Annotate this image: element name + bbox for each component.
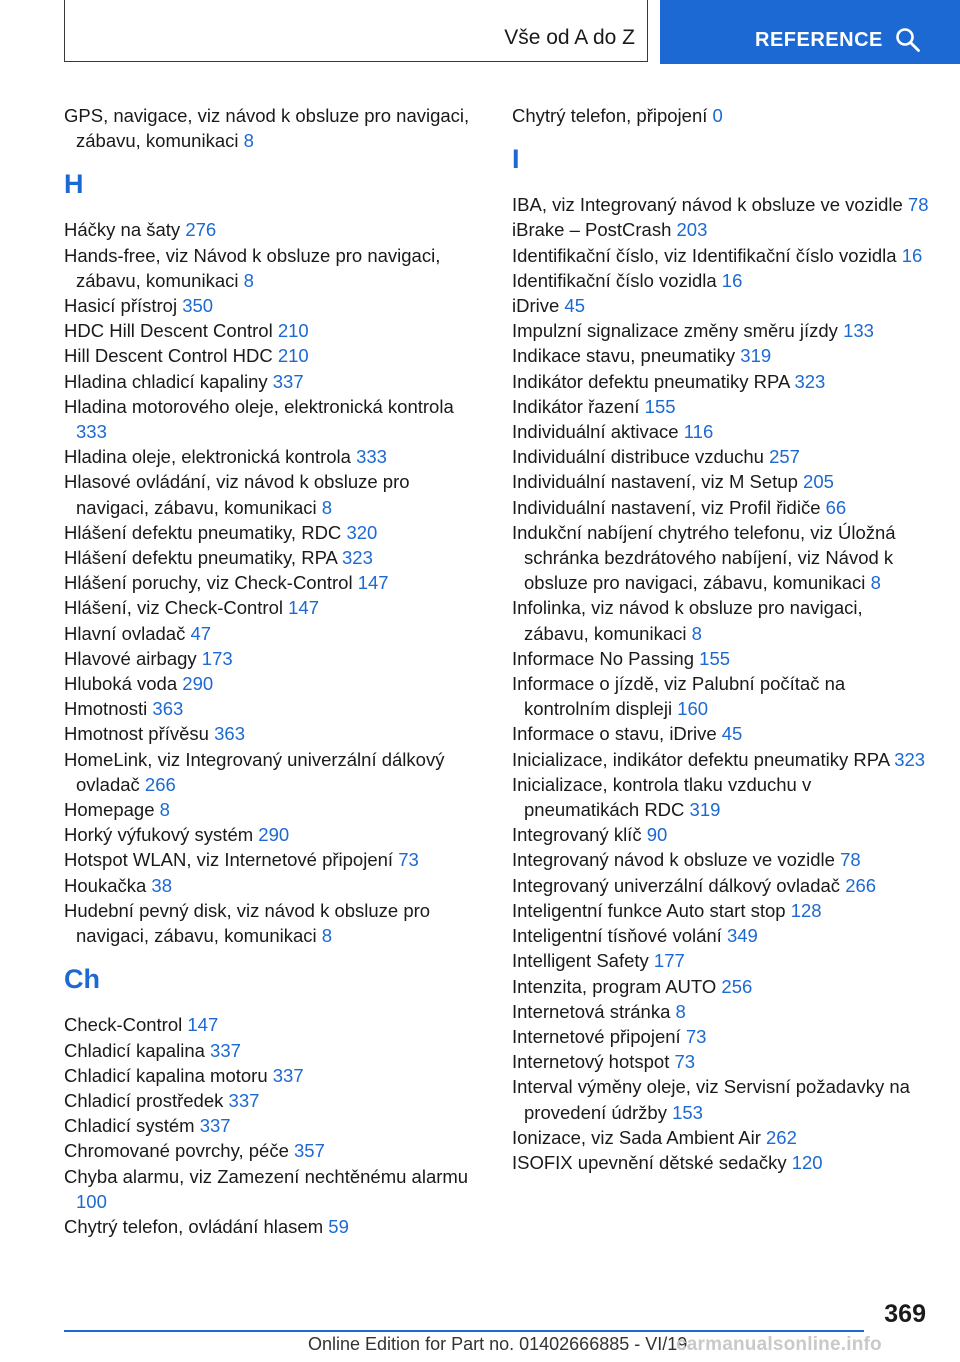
- index-entry: [512, 369, 930, 394]
- index-entry: [512, 974, 930, 999]
- page-reference-link[interactable]: 210: [277, 345, 309, 367]
- index-entry-text: Hlavní ovladač: [64, 622, 186, 644]
- index-entry-text: Inicializace, kontrola tlaku vzduchu v pneumatikách RDC: [512, 773, 812, 821]
- index-entry-text: Homepage: [64, 799, 155, 821]
- index-entry: [64, 1214, 484, 1239]
- page-reference-link[interactable]: 16: [721, 269, 743, 291]
- page-reference-link[interactable]: 45: [721, 723, 743, 745]
- page-reference-link[interactable]: 78: [907, 194, 929, 216]
- index-entry: [64, 1063, 484, 1088]
- page-reference-link[interactable]: 363: [152, 698, 184, 720]
- index-entry: [64, 797, 484, 822]
- index-entry-text: Hlášení defektu pneumatiky, RPA: [64, 547, 337, 569]
- index-entry-text: Individuální aktivace: [512, 421, 679, 443]
- page-reference-link[interactable]: 73: [398, 849, 419, 871]
- page-reference-link[interactable]: 363: [214, 723, 245, 745]
- page-reference-link[interactable]: 38: [151, 874, 172, 896]
- index-entry: [512, 873, 930, 898]
- index-entry: [64, 621, 484, 646]
- page-reference-link[interactable]: 120: [791, 1151, 823, 1173]
- index-entry-text: Chromované povrchy, péče: [64, 1140, 289, 1162]
- page-reference-link[interactable]: 155: [644, 395, 676, 417]
- page-reference-link[interactable]: 276: [185, 219, 217, 241]
- index-entry-text: Interval výměny oleje, viz Servisní požadavky na provedení údržby: [512, 1076, 910, 1123]
- index-entry: [64, 343, 484, 368]
- index-entry: [512, 1024, 930, 1049]
- page-reference-link[interactable]: 8: [675, 1000, 686, 1022]
- page-reference-link[interactable]: 147: [187, 1014, 219, 1036]
- index-entry: [512, 822, 930, 847]
- index-entry: [512, 999, 930, 1024]
- index-entry: [512, 721, 930, 746]
- page-reference-link[interactable]: 337: [272, 1064, 304, 1086]
- page-reference-link[interactable]: 262: [766, 1126, 797, 1148]
- index-entry: [64, 444, 484, 469]
- index-entry-text: Individuální distribuce vzduchu: [512, 446, 764, 468]
- page-reference-link[interactable]: 8: [243, 130, 254, 152]
- index-entry: [512, 217, 930, 242]
- index-entry: [512, 898, 930, 923]
- page-reference-link[interactable]: 73: [674, 1051, 696, 1073]
- index-entry: [64, 1038, 484, 1063]
- page-reference-link[interactable]: 319: [740, 345, 772, 367]
- index-entry: [512, 495, 930, 520]
- index-entry-text: HomeLink, viz Integrovaný univerzální dálkový ovladač: [64, 748, 445, 795]
- index-entry: [64, 570, 484, 595]
- index-entry-text: Indukční nabíjení chytrého telefonu, viz Úložná schránka bezdrátového nabíjení, viz Návod k obsluze pro navigaci, zábavu, komunikaci: [512, 521, 896, 594]
- index-entry-text: Impulzní signalizace změny směru jízdy: [512, 320, 838, 342]
- index-entry-text: Inicializace, indikátor defektu pneumatiky RPA: [512, 748, 890, 770]
- index-entry: [512, 1150, 930, 1175]
- index-entry: [64, 747, 484, 797]
- page-reference-link[interactable]: 78: [840, 849, 861, 871]
- page-reference-link[interactable]: 333: [76, 421, 107, 443]
- page-reference-link[interactable]: 90: [646, 824, 668, 846]
- index-entry: [64, 822, 484, 847]
- section-title: Vše od A do Z: [504, 26, 635, 49]
- page-reference-link[interactable]: 266: [144, 773, 176, 795]
- index-entry-text: HDC Hill Descent Control: [64, 320, 273, 342]
- index-entry: [64, 243, 484, 293]
- index-entry-text: Hill Descent Control HDC: [64, 345, 273, 367]
- index-entry: [512, 772, 930, 822]
- index-entry: [512, 520, 930, 596]
- index-entry: [512, 1125, 930, 1150]
- index-entry: [64, 217, 484, 242]
- index-entry: [512, 103, 930, 128]
- index-entry: [64, 520, 484, 545]
- index-entry-text: Hudební pevný disk, viz návod k obsluze pro navigaci, zábavu, komunikaci: [64, 899, 431, 947]
- index-entry: [512, 343, 930, 368]
- page-reference-link[interactable]: 350: [182, 295, 214, 317]
- index-entry: [64, 847, 484, 872]
- index-entry: [64, 1138, 484, 1163]
- footer-divider: [64, 1330, 864, 1332]
- index-entry-text: Individuální nastavení, viz M Setup: [512, 471, 798, 493]
- page-reference-link[interactable]: 320: [346, 521, 378, 543]
- index-entry-text: Indikátor defektu pneumatiky RPA: [512, 370, 790, 392]
- index-entry: [64, 369, 484, 394]
- index-entry-text: Inteligentní tísňové volání: [512, 925, 722, 947]
- page-reference-link[interactable]: 8: [321, 925, 333, 947]
- page-reference-link[interactable]: 8: [691, 622, 702, 644]
- index-entry-text: Integrovaný návod k obsluze ve vozidle: [512, 849, 835, 871]
- index-entry: [64, 696, 484, 721]
- page-reference-link[interactable]: 8: [870, 572, 881, 594]
- page-reference-link[interactable]: 147: [357, 572, 389, 594]
- index-column-right: [512, 103, 930, 1175]
- page-reference-link[interactable]: 133: [843, 320, 874, 342]
- page-reference-link[interactable]: 323: [342, 547, 373, 569]
- page-reference-link[interactable]: 16: [901, 244, 923, 266]
- index-entry-text: Intenzita, program AUTO: [512, 975, 717, 997]
- index-entry: [64, 293, 484, 318]
- page-reference-link[interactable]: 337: [210, 1039, 241, 1061]
- index-entry: [512, 469, 930, 494]
- index-letter-heading: Ch: [64, 964, 100, 995]
- watermark: carmanualsonline.info: [676, 1334, 882, 1355]
- page-reference-link[interactable]: 100: [76, 1190, 107, 1212]
- page-reference-link[interactable]: 45: [564, 295, 585, 317]
- page-reference-link[interactable]: 337: [228, 1089, 260, 1111]
- index-entry-text: Hotspot WLAN, viz Internetové připojení: [64, 849, 394, 871]
- page-reference-link[interactable]: 337: [272, 370, 304, 392]
- index-entry-text: Chladicí kapalina motoru: [64, 1064, 268, 1086]
- index-entry: [512, 847, 930, 872]
- index-entry-text: GPS, navigace, viz návod k obsluze pro navigaci, zábavu, komunikaci: [64, 105, 470, 152]
- page-reference-link[interactable]: 205: [803, 471, 834, 493]
- page-header: [0, 0, 960, 66]
- index-entry-text: Chladicí kapalina: [64, 1039, 205, 1061]
- index-entry: [512, 192, 930, 217]
- index-letter-heading: I: [512, 144, 520, 175]
- page-reference-link[interactable]: 323: [894, 748, 926, 770]
- index-entry-text: Informace No Passing: [512, 647, 695, 669]
- index-entry-text: Integrovaný univerzální dálkový ovladač: [512, 874, 841, 896]
- index-entry-text: Houkačka: [64, 874, 147, 896]
- index-entry: [512, 747, 930, 772]
- page-reference-link[interactable]: 128: [790, 899, 822, 921]
- index-entry: [64, 1012, 484, 1037]
- index-entry: [64, 671, 484, 696]
- index-entry: [64, 1113, 484, 1138]
- page-reference-link[interactable]: 256: [721, 975, 753, 997]
- index-entry-text: Intelligent Safety: [512, 950, 649, 972]
- index-entry-text: Háčky na šaty: [64, 219, 181, 241]
- index-entry-text: Check-Control: [64, 1014, 183, 1036]
- index-entry-text: Inteligentní funkce Auto start stop: [512, 899, 786, 921]
- index-entry-text: Internetová stránka: [512, 1000, 671, 1022]
- section-tab[interactable]: [64, 0, 648, 62]
- search-icon: [895, 27, 921, 53]
- page-reference-link[interactable]: 266: [845, 874, 877, 896]
- page-reference-link[interactable]: 0: [712, 105, 723, 126]
- index-entry-text: Hands-free, viz Návod k obsluze pro navigaci, zábavu, komunikaci: [64, 244, 441, 291]
- index-entry-text: Infolinka, viz návod k obsluze pro navigaci, zábavu, komunikaci: [512, 597, 863, 644]
- index-entry-text: Internetové připojení: [512, 1025, 681, 1047]
- index-entry-text: Indikátor řazení: [512, 395, 640, 417]
- index-entry-text: Hlášení poruchy, viz Check-Control: [64, 572, 353, 594]
- index-entry: [512, 419, 930, 444]
- page-reference-link[interactable]: 160: [677, 698, 709, 720]
- index-entry-text: Individuální nastavení, viz Profil řidiče: [512, 496, 821, 518]
- index-entry-text: IBA, viz Integrovaný návod k obsluze ve vozidle: [512, 194, 903, 216]
- index-entry-text: Horký výfukový systém: [64, 824, 254, 846]
- index-entry: [512, 1074, 930, 1124]
- index-entry-text: Hladina oleje, elektronická kontrola: [64, 446, 351, 468]
- index-entry-text: Identifikační číslo, viz Identifikační číslo vozidla: [512, 244, 897, 266]
- index-entry: [512, 293, 930, 318]
- page-reference-link[interactable]: 290: [182, 673, 214, 695]
- index-entry-text: Identifikační číslo vozidla: [512, 269, 717, 291]
- index-entry: [64, 595, 484, 620]
- page-reference-link[interactable]: 155: [699, 647, 731, 669]
- page-reference-link[interactable]: 357: [294, 1140, 325, 1162]
- index-entry: [64, 1164, 484, 1214]
- index-entry-text: Internetový hotspot: [512, 1051, 670, 1073]
- index-entry-text: Hluboká voda: [64, 673, 178, 695]
- index-entry-text: iDrive: [512, 295, 560, 317]
- page-reference-link[interactable]: 47: [190, 622, 212, 644]
- index-entry: [64, 103, 484, 153]
- page-reference-link[interactable]: 73: [685, 1025, 707, 1047]
- index-entry-text: Chladicí systém: [64, 1115, 195, 1137]
- index-entry-text: Chyba alarmu, viz Zamezení nechtěnému alarmu: [64, 1165, 469, 1187]
- page-reference-link[interactable]: 257: [769, 446, 800, 468]
- page-number: 369: [884, 1300, 926, 1328]
- page-reference-link[interactable]: 8: [159, 799, 170, 821]
- page-reference-link[interactable]: 337: [199, 1115, 231, 1137]
- index-entry-text: Hlášení defektu pneumatiky, RDC: [64, 521, 342, 543]
- page-reference-link[interactable]: 177: [653, 950, 685, 972]
- page-reference-link[interactable]: 153: [672, 1101, 703, 1123]
- index-entry-text: Hladina motorového oleje, elektronická kontrola: [64, 395, 454, 417]
- index-entry: [64, 646, 484, 671]
- page-reference-link[interactable]: 59: [328, 1215, 349, 1237]
- page-reference-link[interactable]: 8: [321, 496, 333, 518]
- index-entry: [512, 394, 930, 419]
- page-reference-link[interactable]: 349: [726, 925, 758, 947]
- index-entry-text: Chytrý telefon, ovládání hlasem: [64, 1215, 324, 1237]
- index-entry-text: Hmotnost přívěsu: [64, 723, 209, 745]
- page-reference-link[interactable]: 290: [258, 824, 290, 846]
- index-entry-text: Chytrý telefon, připojení: [512, 105, 708, 126]
- index-entry: [512, 1049, 930, 1074]
- page-reference-link[interactable]: 173: [201, 647, 233, 669]
- page-reference-link[interactable]: 210: [277, 320, 309, 342]
- index-entry: [64, 318, 484, 343]
- index-entry: [64, 898, 484, 948]
- page-reference-link[interactable]: 116: [683, 421, 714, 443]
- reference-tab[interactable]: [660, 0, 960, 64]
- index-entry: [64, 469, 484, 519]
- page-reference-link[interactable]: 319: [689, 799, 721, 821]
- index-entry: [512, 948, 930, 973]
- index-entry: [64, 873, 484, 898]
- index-entry: [512, 595, 930, 645]
- index-entry-text: iBrake – PostCrash: [512, 219, 672, 241]
- reference-label: REFERENCE: [755, 29, 883, 51]
- index-entry: [512, 268, 930, 293]
- index-entry: [512, 646, 930, 671]
- page-reference-link[interactable]: 323: [794, 370, 826, 392]
- index-entry-text: Chladicí prostředek: [64, 1089, 224, 1111]
- index-column-left: [64, 103, 484, 1239]
- index-entry-text: Hmotnosti: [64, 698, 148, 720]
- index-entry-text: Hlasové ovládání, viz návod k obsluze pro navigaci, zábavu, komunikaci: [64, 471, 410, 518]
- index-entry: [64, 394, 484, 444]
- index-entry-text: Hlavové airbagy: [64, 647, 197, 669]
- index-entry-text: Informace o jízdě, viz Palubní počítač na kontrolním displeji: [512, 673, 846, 720]
- page-reference-link[interactable]: 333: [356, 446, 387, 468]
- index-entry: [512, 243, 930, 268]
- page-reference-link[interactable]: 203: [676, 219, 708, 241]
- index-letter-heading: H: [64, 169, 84, 200]
- page-footer: [0, 1290, 960, 1362]
- index-entry-text: Hasicí přístroj: [64, 295, 178, 317]
- index-entry-text: Ionizace, viz Sada Ambient Air: [512, 1126, 761, 1148]
- index-entry-text: Informace o stavu, iDrive: [512, 723, 717, 745]
- index-entry: [64, 545, 484, 570]
- index-entry-text: ISOFIX upevnění dětské sedačky: [512, 1151, 787, 1173]
- page-reference-link[interactable]: 8: [243, 269, 254, 291]
- index-entry-text: Hladina chladicí kapaliny: [64, 370, 268, 392]
- index-entry-text: Integrovaný klíč: [512, 824, 642, 846]
- index-entry: [512, 671, 930, 721]
- edition-text: Online Edition for Part no. 01402666885 - VI/19: [308, 1334, 688, 1354]
- page-reference-link[interactable]: 66: [825, 496, 847, 518]
- index-entry: [512, 444, 930, 469]
- index-entry: [64, 721, 484, 746]
- index-entry-text: Hlášení, viz Check-Control: [64, 597, 283, 619]
- index-entry: [64, 1088, 484, 1113]
- index-entry: [512, 318, 930, 343]
- page-reference-link[interactable]: 147: [288, 597, 320, 619]
- index-entry: [512, 923, 930, 948]
- index-entry-text: Indikace stavu, pneumatiky: [512, 345, 736, 367]
